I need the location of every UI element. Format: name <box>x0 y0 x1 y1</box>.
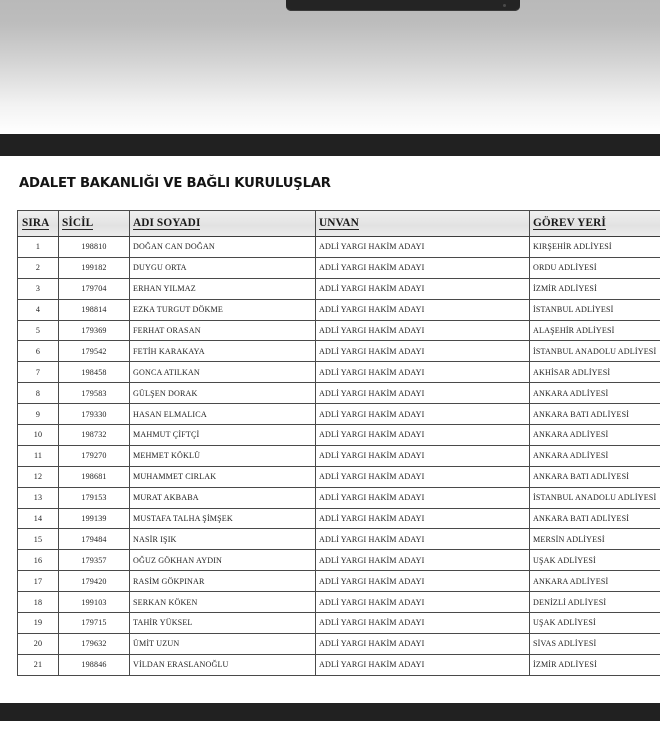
cell-gorev: İSTANBUL ADLİYESİ <box>530 299 660 320</box>
device-notch-bar <box>286 0 520 11</box>
table-row <box>18 613 660 634</box>
table-row <box>18 320 660 341</box>
cell-unvan: ADLİ YARGI HAKİM ADAYI <box>316 592 530 613</box>
cell-unvan: ADLİ YARGI HAKİM ADAYI <box>316 466 530 487</box>
column-header-unvan-label: UNVAN <box>319 217 359 229</box>
cell-gorev: UŞAK ADLİYESİ <box>530 613 660 634</box>
cell-sira: 8 <box>18 383 59 404</box>
lower-dark-band <box>0 703 660 721</box>
cell-sira: 20 <box>18 633 59 654</box>
cell-gorev: ORDU ADLİYESİ <box>530 257 660 278</box>
cell-ad: EZKA TURGUT DÖKME <box>130 299 316 320</box>
cell-sicil: 198846 <box>59 654 130 675</box>
cell-ad: MEHMET KÖKLÜ <box>130 445 316 466</box>
cell-gorev: UŞAK ADLİYESİ <box>530 550 660 571</box>
cell-gorev: ANKARA BATI ADLİYESİ <box>530 508 660 529</box>
column-header-sicil <box>59 211 130 237</box>
table-row <box>18 550 660 571</box>
cell-sicil: 199139 <box>59 508 130 529</box>
cell-sicil: 179270 <box>59 445 130 466</box>
cell-gorev: ANKARA BATI ADLİYESİ <box>530 466 660 487</box>
cell-gorev: İSTANBUL ANADOLU ADLİYESİ <box>530 487 660 508</box>
cell-sira: 19 <box>18 613 59 634</box>
table-row <box>18 571 660 592</box>
cell-sicil: 198732 <box>59 425 130 446</box>
cell-unvan: ADLİ YARGI HAKİM ADAYI <box>316 529 530 550</box>
table-row <box>18 466 660 487</box>
cell-ad: ÜMİT UZUN <box>130 633 316 654</box>
table-header <box>18 211 660 237</box>
cell-ad: GÜLŞEN DORAK <box>130 383 316 404</box>
cell-sira: 9 <box>18 404 59 425</box>
cell-ad: GONCA ATILKAN <box>130 362 316 383</box>
cell-sira: 12 <box>18 466 59 487</box>
cell-gorev: İSTANBUL ANADOLU ADLİYESİ <box>530 341 660 362</box>
cell-sira: 4 <box>18 299 59 320</box>
cell-sira: 1 <box>18 237 59 258</box>
cell-unvan: ADLİ YARGI HAKİM ADAYI <box>316 320 530 341</box>
cell-gorev: ANKARA ADLİYESİ <box>530 383 660 404</box>
cell-sicil: 179357 <box>59 550 130 571</box>
column-header-unvan <box>316 211 530 237</box>
cell-unvan: ADLİ YARGI HAKİM ADAYI <box>316 571 530 592</box>
cell-sira: 13 <box>18 487 59 508</box>
table-row <box>18 383 660 404</box>
cell-gorev: SİVAS ADLİYESİ <box>530 633 660 654</box>
cell-sira: 17 <box>18 571 59 592</box>
cell-sicil: 198814 <box>59 299 130 320</box>
cell-ad: MURAT AKBABA <box>130 487 316 508</box>
cell-sira: 18 <box>18 592 59 613</box>
cell-sicil: 179715 <box>59 613 130 634</box>
cell-ad: TAHİR YÜKSEL <box>130 613 316 634</box>
cell-gorev: ANKARA ADLİYESİ <box>530 571 660 592</box>
cell-unvan: ADLİ YARGI HAKİM ADAYI <box>316 341 530 362</box>
cell-unvan: ADLİ YARGI HAKİM ADAYI <box>316 278 530 299</box>
cell-unvan: ADLİ YARGI HAKİM ADAYI <box>316 237 530 258</box>
document-sheet <box>0 156 660 703</box>
cell-ad: SERKAN KÖKEN <box>130 592 316 613</box>
page-title: ADALET BAKANLIĞI VE BAĞLI KURULUŞLAR <box>19 176 331 191</box>
cell-ad: VİLDAN ERASLANOĞLU <box>130 654 316 675</box>
cell-unvan: ADLİ YARGI HAKİM ADAYI <box>316 445 530 466</box>
cell-ad: DUYGU ORTA <box>130 257 316 278</box>
table-row <box>18 654 660 675</box>
cell-ad: ERHAN YILMAZ <box>130 278 316 299</box>
cell-gorev: İZMİR ADLİYESİ <box>530 654 660 675</box>
cell-sicil: 179484 <box>59 529 130 550</box>
cell-sira: 14 <box>18 508 59 529</box>
cell-unvan: ADLİ YARGI HAKİM ADAYI <box>316 613 530 634</box>
cell-sicil: 198681 <box>59 466 130 487</box>
table-header-row <box>18 211 660 237</box>
table-row <box>18 404 660 425</box>
cell-sicil: 179632 <box>59 633 130 654</box>
column-header-sicil-label: SİCİL <box>62 217 94 229</box>
cell-sicil: 179583 <box>59 383 130 404</box>
cell-sicil: 198810 <box>59 237 130 258</box>
cell-sicil: 199182 <box>59 257 130 278</box>
cell-unvan: ADLİ YARGI HAKİM ADAYI <box>316 383 530 404</box>
cell-sira: 21 <box>18 654 59 675</box>
cell-sira: 2 <box>18 257 59 278</box>
column-header-adi-soyadi <box>130 211 316 237</box>
table-row <box>18 633 660 654</box>
column-header-sira-label: SIRA <box>22 217 50 229</box>
roster-table-container <box>17 210 657 676</box>
cell-ad: RASİM GÖKPINAR <box>130 571 316 592</box>
table-row <box>18 508 660 529</box>
cell-sira: 3 <box>18 278 59 299</box>
cell-ad: HASAN ELMALICA <box>130 404 316 425</box>
screen-top-gradient <box>0 0 660 134</box>
upper-dark-band <box>0 134 660 156</box>
table-row <box>18 299 660 320</box>
cell-sira: 10 <box>18 425 59 446</box>
cell-sicil: 198458 <box>59 362 130 383</box>
cell-ad: OĞUZ GÖKHAN AYDIN <box>130 550 316 571</box>
cell-sira: 6 <box>18 341 59 362</box>
cell-unvan: ADLİ YARGI HAKİM ADAYI <box>316 550 530 571</box>
cell-sicil: 179420 <box>59 571 130 592</box>
cell-sira: 5 <box>18 320 59 341</box>
cell-sicil: 179330 <box>59 404 130 425</box>
table-row <box>18 362 660 383</box>
column-header-sira <box>18 211 59 237</box>
cell-unvan: ADLİ YARGI HAKİM ADAYI <box>316 257 530 278</box>
cell-gorev: DENİZLİ ADLİYESİ <box>530 592 660 613</box>
table-row <box>18 592 660 613</box>
cell-sira: 16 <box>18 550 59 571</box>
cell-sira: 11 <box>18 445 59 466</box>
table-body <box>18 237 660 676</box>
cell-unvan: ADLİ YARGI HAKİM ADAYI <box>316 425 530 446</box>
cell-sicil: 179369 <box>59 320 130 341</box>
cell-gorev: ANKARA BATI ADLİYESİ <box>530 404 660 425</box>
cell-unvan: ADLİ YARGI HAKİM ADAYI <box>316 362 530 383</box>
cell-sicil: 179542 <box>59 341 130 362</box>
cell-gorev: AKHİSAR ADLİYESİ <box>530 362 660 383</box>
roster-table <box>17 210 660 676</box>
cell-sira: 15 <box>18 529 59 550</box>
cell-gorev: MERSİN ADLİYESİ <box>530 529 660 550</box>
cell-unvan: ADLİ YARGI HAKİM ADAYI <box>316 633 530 654</box>
column-header-gorev-yeri <box>530 211 660 237</box>
cell-gorev: ANKARA ADLİYESİ <box>530 425 660 446</box>
table-row <box>18 341 660 362</box>
cell-gorev: İZMİR ADLİYESİ <box>530 278 660 299</box>
cell-unvan: ADLİ YARGI HAKİM ADAYI <box>316 654 530 675</box>
table-row <box>18 257 660 278</box>
cell-unvan: ADLİ YARGI HAKİM ADAYI <box>316 404 530 425</box>
cell-ad: FERHAT ORASAN <box>130 320 316 341</box>
cell-unvan: ADLİ YARGI HAKİM ADAYI <box>316 487 530 508</box>
cell-ad: MUSTAFA TALHA ŞİMŞEK <box>130 508 316 529</box>
column-header-gorev-yeri-label: GÖREV YERİ <box>533 217 606 229</box>
cell-gorev: ANKARA ADLİYESİ <box>530 445 660 466</box>
table-row <box>18 237 660 258</box>
cell-sira: 7 <box>18 362 59 383</box>
table-row <box>18 425 660 446</box>
cell-ad: MUHAMMET CIRLAK <box>130 466 316 487</box>
cell-ad: DOĞAN CAN DOĞAN <box>130 237 316 258</box>
bottom-white-strip <box>0 721 660 729</box>
cell-unvan: ADLİ YARGI HAKİM ADAYI <box>316 508 530 529</box>
column-header-adi-soyadi-label: ADI SOYADI <box>133 217 201 229</box>
table-row <box>18 445 660 466</box>
cell-sicil: 179153 <box>59 487 130 508</box>
cell-ad: FETİH KARAKAYA <box>130 341 316 362</box>
table-row <box>18 278 660 299</box>
table-row <box>18 529 660 550</box>
cell-ad: NASİR IŞIK <box>130 529 316 550</box>
cell-unvan: ADLİ YARGI HAKİM ADAYI <box>316 299 530 320</box>
cell-sicil: 179704 <box>59 278 130 299</box>
cell-gorev: KIRŞEHİR ADLİYESİ <box>530 237 660 258</box>
table-row <box>18 487 660 508</box>
cell-sicil: 199103 <box>59 592 130 613</box>
cell-ad: MAHMUT ÇİFTÇİ <box>130 425 316 446</box>
cell-gorev: ALAŞEHİR ADLİYESİ <box>530 320 660 341</box>
